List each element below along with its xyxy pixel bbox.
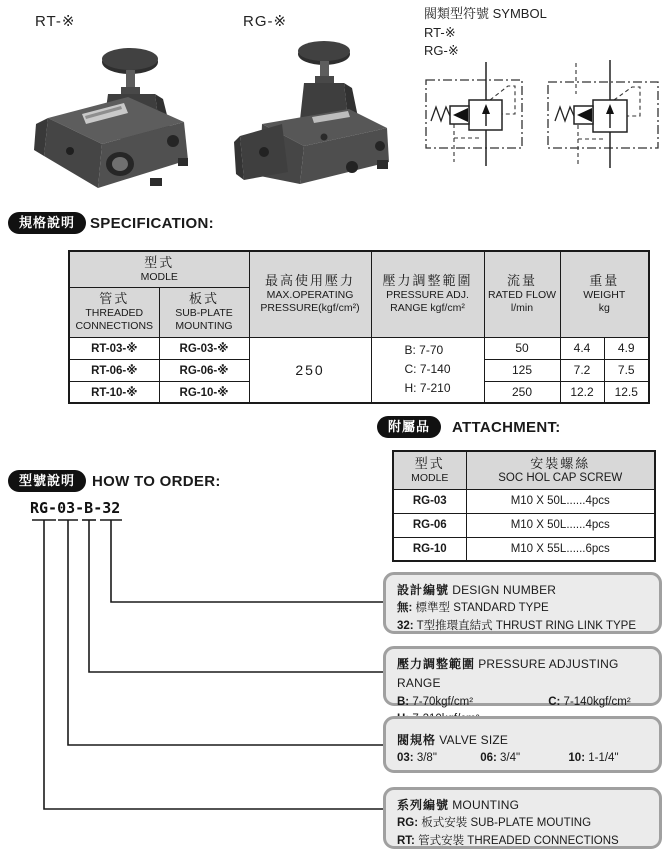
spec-section-badge: 規格說明: [8, 212, 86, 234]
spec-model-rt03: RT-03-※: [69, 337, 159, 359]
spec-row-03: [69, 337, 649, 359]
spec-model-rg03: RG-03-※: [159, 337, 249, 359]
order-section-badge: 型號說明: [8, 470, 86, 492]
spec-flow-10: 250: [484, 381, 560, 403]
valve-photo-rt-illustration: [30, 38, 210, 198]
valve-size-box: 閥規格 VALVE SIZE 03: 3/8" 06: 3/4" 10: 1-1/4": [383, 716, 662, 773]
symbol-title: 閥類型符號 SYMBOL: [424, 6, 547, 21]
pressure-range-box: 壓力調整範圍 PRESSURE ADJUSTING RANGE B: 7-70kgf/cm² C: 7-140kgf/cm²: [383, 646, 662, 706]
hydraulic-symbol-rg: [540, 58, 670, 170]
attach-screw-rg06: M10 X 50L......4pcs: [466, 513, 655, 537]
valve-photo-rg-illustration: [232, 34, 402, 192]
valve-size-title-zh: 閥規格: [397, 733, 437, 747]
attachment-table: [392, 450, 656, 562]
design-number-title-zh: 設計編號: [397, 583, 450, 597]
order-section-heading: HOW TO ORDER:: [92, 473, 221, 490]
symbol-model-rg: RG-※: [424, 43, 459, 58]
product-photo-rt: [30, 38, 210, 198]
attach-model-rg06: RG-06: [393, 513, 466, 537]
valve-size-title-en: VALVE SIZE: [439, 733, 509, 747]
attachment-section-badge: 附屬品: [377, 416, 441, 438]
mounting-title-zh: 系列編號: [397, 798, 450, 812]
product-label-rg: RG-※: [243, 13, 288, 30]
spec-weight-rt06: 7.2: [560, 359, 604, 381]
specification-table: [68, 250, 650, 404]
pressure-range-title-en: PRESSURE ADJUSTING RANGE: [397, 657, 619, 691]
attach-row-rg03: [393, 489, 655, 513]
spec-weight-rt10: 12.2: [560, 381, 604, 403]
spec-section-heading: SPECIFICATION:: [90, 215, 214, 232]
spec-col-model: 型式 MODLE: [69, 251, 249, 287]
spec-col-pressure-adj: 壓力調整範圍 PRESSURE ADJ. RANGE kgf/cm²: [371, 251, 484, 337]
pressure-range-title-zh: 壓力調整範圍: [397, 657, 476, 671]
spec-weight-rg10: 12.5: [604, 381, 649, 403]
attach-row-rg10: [393, 537, 655, 561]
attach-col-screw: 安裝螺絲 SOC HOL CAP SCREW: [466, 451, 655, 489]
attach-col-model: 型式 MODLE: [393, 451, 466, 489]
spec-col-weight: 重量 WEIGHT kg: [560, 251, 649, 337]
symbol-model-rt: RT-※: [424, 25, 456, 40]
spec-col-max-pressure: 最高使用壓力 MAX.OPERATING PRESSURE(kgf/cm²): [249, 251, 371, 337]
attachment-section-heading: ATTACHMENT:: [452, 419, 561, 436]
spec-flow-06: 125: [484, 359, 560, 381]
mounting-title-en: MOUNTING: [452, 798, 520, 812]
spec-model-rt10: RT-10-※: [69, 381, 159, 403]
spec-col-subplate: 板式 SUB-PLATE MOUNTING: [159, 287, 249, 337]
spec-weight-rg03: 4.9: [604, 337, 649, 359]
design-number-box: 設計編號 DESIGN NUMBER 無: 標準型 STANDARD TYPE 32: T型推環直結式 THRUST RING LINK TYPE: [383, 572, 662, 634]
attach-row-rg06: [393, 513, 655, 537]
design-number-title-en: DESIGN NUMBER: [452, 583, 557, 597]
spec-flow-03: 50: [484, 337, 560, 359]
spec-col-rated-flow: 流量 RATED FLOW l/min: [484, 251, 560, 337]
spec-col-threaded: 管式 THREADED CONNECTIONS: [69, 287, 159, 337]
order-code: RG-03-B-32: [30, 499, 121, 517]
spec-model-rt06: RT-06-※: [69, 359, 159, 381]
product-label-rt: RT-※: [35, 13, 76, 30]
spec-weight-rg06: 7.5: [604, 359, 649, 381]
spec-adj-range-cell: B: 7-70 C: 7-140 H: 7-210: [371, 337, 484, 403]
spec-model-rg06: RG-06-※: [159, 359, 249, 381]
hydraulic-symbol-rt: [420, 60, 545, 168]
mounting-box: 系列編號 MOUNTING RG: 板式安裝 SUB-PLATE MOUTING RT: 管式安裝 THREADED CONNECTIONS: [383, 787, 662, 849]
spec-model-rg10: RG-10-※: [159, 381, 249, 403]
spec-max-pressure-value: 250: [249, 337, 371, 403]
attach-model-rg03: RG-03: [393, 489, 466, 513]
product-photo-rg: [232, 34, 402, 192]
attach-model-rg10: RG-10: [393, 537, 466, 561]
attach-screw-rg03: M10 X 50L......4pcs: [466, 489, 655, 513]
attach-screw-rg10: M10 X 55L......6pcs: [466, 537, 655, 561]
spec-weight-rt03: 4.4: [560, 337, 604, 359]
